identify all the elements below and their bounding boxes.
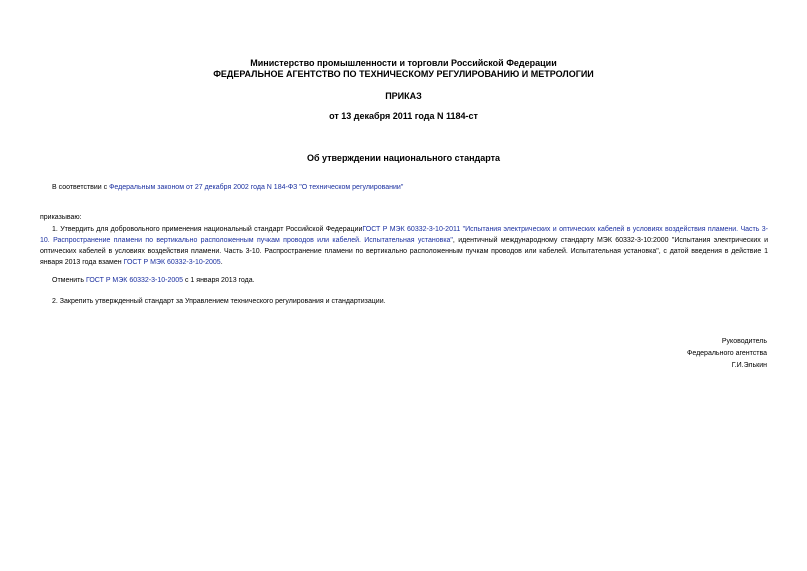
order-date-number: от 13 декабря 2011 года N 1184-ст <box>329 111 478 121</box>
gost-2005-link[interactable]: ГОСТ Р МЭК 60332-3-10-2005 <box>123 259 221 266</box>
item-1-text-mid: , идентичный международному стандарту МЭК 60332-3-10:2000 "Испытания электрических и оптических кабелей в условиях воздействия пламени. Часть 3-10. Распространение пламени по вертикально расположенным пучкам проводов или кабелей. Испытательная установка", с датой введения в действие 1 января 2013 года взамен <box>40 237 768 266</box>
order-title: ПРИКАЗ <box>385 91 422 101</box>
orders-word: приказываю: <box>40 214 82 221</box>
cancel-paragraph <box>52 275 768 286</box>
signature-name: Г.И.Элькин <box>731 362 767 369</box>
federal-law-link[interactable]: Федеральным законом от 27 декабря 2002 года N 184-ФЗ "О техническом регулировании" <box>109 184 404 191</box>
item-2-paragraph: 2. Закрепить утвержденный стандарт за Управлением технического регулирования и стандартизации. <box>52 298 386 305</box>
gost-2011-link[interactable]: ГОСТ Р МЭК 60332-3-10-2011 "Испытания электрических и оптических кабелей в условиях воздействия пламени. Часть 3-10. Распространение пламени по вертикально расположенным пучкам проводов или кабелей. Испытательная установка" <box>40 226 768 244</box>
item-1-paragraph <box>40 224 768 268</box>
agency-name: ФЕДЕРАЛЬНОЕ АГЕНТСТВО ПО ТЕХНИЧЕСКОМУ РЕГУЛИРОВАНИЮ И МЕТРОЛОГИИ <box>213 69 594 79</box>
item-1-text-start: 1. Утвердить для добровольного применения национальный стандарт Российской Федерации <box>52 226 363 233</box>
order-subject: Об утверждении национального стандарта <box>306 153 501 163</box>
ministry-name: Министерство промышленности и торговли Российской Федерации <box>250 58 557 68</box>
cancel-prefix: Отменить <box>52 277 86 284</box>
signature-position: Руководитель <box>721 338 767 345</box>
signature-block <box>567 336 767 372</box>
preamble-paragraph <box>52 182 768 193</box>
signature-organization: Федерального агентства <box>687 350 767 357</box>
cancel-suffix: с 1 января 2013 года. <box>183 277 255 284</box>
cancel-gost-link[interactable]: ГОСТ Р МЭК 60332-3-10-2005 <box>85 277 184 284</box>
preamble-prefix: В соответствии с <box>52 184 110 191</box>
item-1-text-end: . <box>220 259 223 266</box>
